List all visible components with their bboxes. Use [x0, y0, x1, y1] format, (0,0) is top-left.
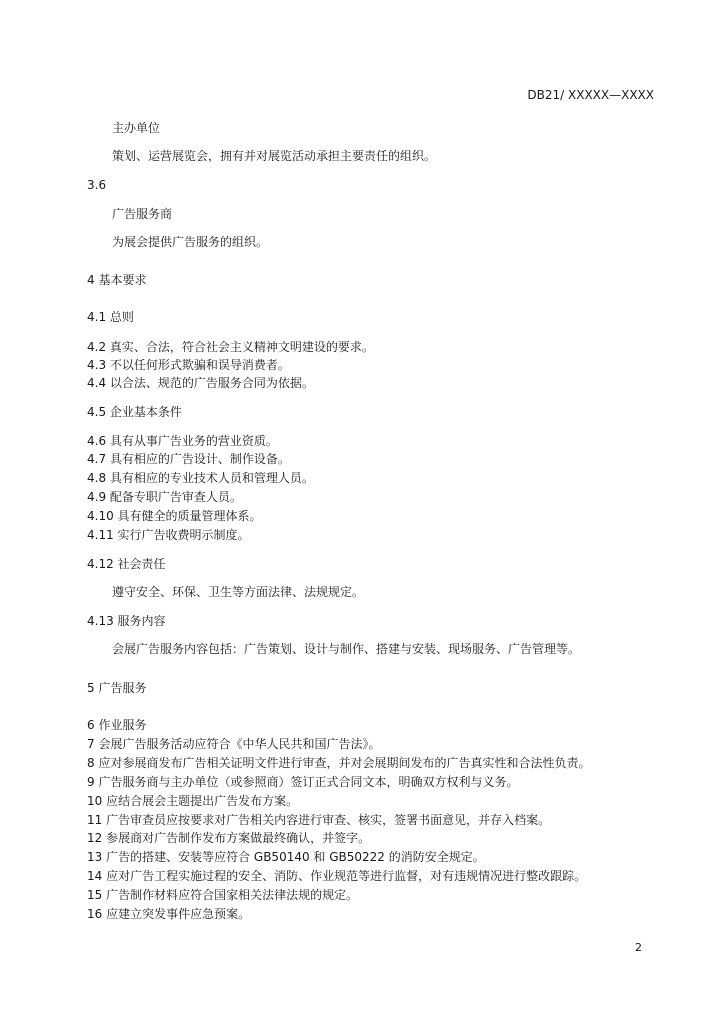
list-item: 12 参展商对广告制作发布方案做最终确认，并签字。 [87, 831, 371, 845]
clause-item: 4.7 具有相应的广告设计、制作设备。 [87, 452, 290, 466]
doc-code-header: DB21/ XXXXX—XXXX [527, 88, 654, 102]
list-item: 13 广告的搭建、安装等应符合 GB50140 和 GB50222 的消防安全规定。 [87, 850, 485, 864]
clause-item: 4.3 不以任何形式欺骗和误导消费者。 [87, 358, 290, 372]
clause-item: 4.8 具有相应的专业技术人员和管理人员。 [87, 471, 314, 485]
clause-item: 4.11 实行广告收费明示制度。 [87, 528, 250, 542]
clause-heading: 4.13 服务内容 [87, 614, 166, 628]
page-number: 2 [635, 941, 642, 954]
clause-heading: 4.1 总则 [87, 310, 134, 324]
clause-heading: 4.12 社会责任 [87, 557, 166, 571]
term-definition: 为展会提供广告服务的组织。 [112, 235, 269, 249]
clause-item: 4.10 具有健全的质量管理体系。 [87, 509, 262, 523]
section-heading: 4 基本要求 [87, 273, 147, 287]
term-definition: 策划、运营展览会，拥有并对展览活动承担主要责任的组织。 [112, 149, 437, 163]
clause-item: 4.6 具有从事广告业务的营业资质。 [87, 434, 278, 448]
clause-body: 会展广告服务内容包括：广告策划、设计与制作、搭建与安装、现场服务、广告管理等。 [112, 642, 581, 656]
list-item: 10 应结合展会主题提出广告发布方案。 [87, 794, 299, 808]
clause-number: 3.6 [87, 178, 107, 192]
list-item: 14 应对广告工程实施过程的安全、消防、作业规范等进行监督，对有违规情况进行整改跟踪。 [87, 869, 587, 883]
clause-heading: 4.5 企业基本条件 [87, 405, 182, 419]
list-item: 11 广告审查员应按要求对广告相关内容进行审查、核实，签署书面意见，并存入档案。 [87, 813, 551, 827]
term-title: 广告服务商 [112, 207, 173, 221]
term-title: 主办单位 [112, 121, 161, 135]
list-item: 7 会展广告服务活动应符合《中华人民共和国广告法》。 [87, 737, 381, 751]
clause-item: 4.9 配备专职广告审查人员。 [87, 490, 242, 504]
section-heading: 6 作业服务 [87, 718, 147, 732]
clause-item: 4.4 以合法、规范的广告服务合同为依据。 [87, 376, 314, 390]
list-item: 16 应建立突发事件应急预案。 [87, 907, 251, 921]
list-item: 15 广告制作材料应符合国家相关法律法规的规定。 [87, 888, 359, 902]
clause-item: 4.2 真实、合法，符合社会主义精神文明建设的要求。 [87, 340, 374, 354]
list-item: 9 广告服务商与主办单位（或参照商）签订正式合同文本，明确双方权利与义务。 [87, 775, 519, 789]
clause-body: 遵守安全、环保、卫生等方面法律、法规规定。 [112, 585, 365, 599]
list-item: 8 应对参展商发布广告相关证明文件进行审查，并对会展期间发布的广告真实性和合法性负责。 [87, 756, 591, 770]
section-heading: 5 广告服务 [87, 681, 147, 695]
